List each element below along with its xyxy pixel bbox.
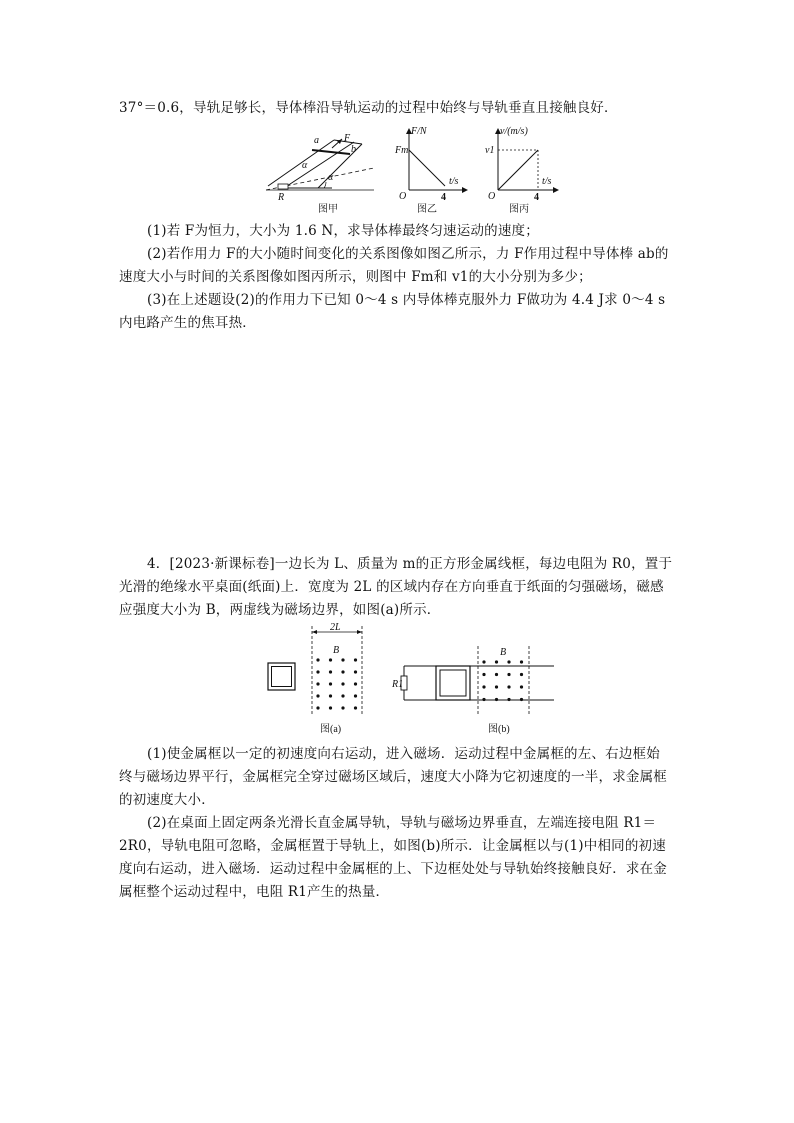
yi-tick-4: 4 <box>441 192 446 203</box>
label-alpha-1: α <box>328 172 334 183</box>
rail-upper-left <box>268 140 334 186</box>
field-dot <box>482 685 485 688</box>
angle-arc <box>324 182 326 188</box>
field-dot <box>354 670 357 673</box>
field-dot <box>316 694 319 697</box>
rail-left <box>284 142 354 188</box>
field-dot <box>329 706 332 709</box>
caption-yi: 图乙 <box>417 204 437 215</box>
field-dot <box>329 670 332 673</box>
bing-v1-label: v1 <box>485 145 495 156</box>
field-dot <box>520 685 523 688</box>
x-axis-arrow <box>462 187 468 193</box>
figure-bing <box>482 124 564 216</box>
yi-fm-label: Fm <box>395 145 409 156</box>
p4-stem-line2: 光滑的绝缘水平桌面(纸面)上．宽度为 2L 的区域内存在方向垂直于纸面的匀强磁场，磁感 <box>119 579 664 595</box>
caption-bing: 图丙 <box>509 204 529 215</box>
field-dot <box>341 658 344 661</box>
field-dot <box>482 698 485 701</box>
field-dot <box>354 706 357 709</box>
v-line <box>498 150 538 190</box>
field-dot <box>495 673 498 676</box>
metal-frame <box>436 666 470 700</box>
field-dot <box>495 660 498 663</box>
p3-question-3-line2: 内电路产生的焦耳热． <box>119 315 256 331</box>
field-dot <box>316 682 319 685</box>
field-dot <box>341 670 344 673</box>
p4-q2-line2: 2R0，导轨电阻可忽略，金属框置于导轨上，如图(b)所示．让金属框以与(1)中相同的初速 <box>119 838 666 854</box>
field-dot <box>495 685 498 688</box>
field-dot <box>507 660 510 663</box>
field-dots <box>316 658 357 709</box>
p4-stem-line3: 应强度大小为 B，两虚线为磁场边界，如图(a)所示． <box>119 602 441 618</box>
field-dot <box>316 706 319 709</box>
label-alpha-2: α <box>302 160 308 171</box>
field-dot <box>354 694 357 697</box>
metal-frame <box>268 663 295 690</box>
label-R: R <box>278 192 285 203</box>
field-dot <box>495 698 498 701</box>
field-dot <box>329 694 332 697</box>
p4-q1-line2: 终与磁场边界平行，金属框完全穿过磁场区域后，速度大小降为它初速度的一半，求金属框 <box>119 769 667 785</box>
field-dot <box>507 685 510 688</box>
yi-xlabel: t/s <box>449 176 459 187</box>
bing-origin: O <box>488 191 496 202</box>
p3-question-2-line2: 速度大小与时间的关系图像如图丙所示，则图中 Fm和 v1的大小分别为多少； <box>119 269 592 285</box>
field-dot <box>482 660 485 663</box>
p3-question-3-line1: (3)在上述题设(2)的作用力下已知 0～4 s 内导体棒克服外力 F做功为 4.4 J求 0～4 s <box>147 292 666 308</box>
x-axis-arrow <box>553 187 559 193</box>
figure-b <box>392 640 556 738</box>
field-dot <box>341 682 344 685</box>
caption-b: 图(b) <box>488 724 510 735</box>
field-dot <box>520 660 523 663</box>
bing-ylabel: v/(m/s) <box>500 126 528 137</box>
field-dot <box>507 673 510 676</box>
field-dot <box>354 682 357 685</box>
dimension-arrow-right <box>357 630 362 634</box>
p3-question-1: (1)若 F为恒力，大小为 1.6 N，求导体棒最终匀速运动的速度； <box>147 223 539 239</box>
p4-stem-line1: 4．[2023·新课标卷]一边长为 L、质量为 m的正方形金属线框，每边电阻为 R0，置于 <box>147 556 673 572</box>
field-dot <box>316 658 319 661</box>
figure-jia <box>262 128 382 214</box>
p4-q1-line1: (1)使金属框以一定的初速度向右运动，进入磁场．运动过程中金属框的左、右边框始 <box>147 746 660 762</box>
field-dot <box>507 698 510 701</box>
p3-intro-text: 37°＝0.6，导轨足够长，导体棒沿导轨运动的过程中始终与导轨垂直且接触良好． <box>119 100 618 116</box>
yi-origin: O <box>399 191 407 202</box>
field-dot <box>316 670 319 673</box>
p4-q2-line3: 度向右运动，进入磁场．运动过程中金属框的上、下边框处处与导轨始终接触良好．求在金 <box>119 861 667 877</box>
field-dot <box>520 698 523 701</box>
bing-xlabel: t/s <box>542 176 552 187</box>
caption-a: 图(a) <box>320 724 342 735</box>
field-dot <box>341 706 344 709</box>
a-width-label: 2L <box>330 622 341 633</box>
yi-ylabel: F/N <box>411 126 427 137</box>
field-dot <box>329 658 332 661</box>
a-field-label: B <box>333 645 340 656</box>
p4-q1-line3: 的初速度大小． <box>119 792 215 808</box>
field-dot <box>354 658 357 661</box>
p4-q2-line4: 属框整个运动过程中，电阻 R1产生的热量． <box>119 884 390 900</box>
b-field-label: B <box>500 647 507 658</box>
field-dots <box>482 660 523 701</box>
figure-a <box>262 622 372 738</box>
dimension-arrow-left <box>312 630 317 634</box>
label-a: a <box>314 135 319 146</box>
figure-yi <box>393 124 473 216</box>
field-dot <box>520 673 523 676</box>
bing-tick-4: 4 <box>534 192 539 203</box>
p3-question-2-line1: (2)若作用力 F的大小随时间变化的关系图像如图乙所示，力 F作用过程中导体棒 ab的 <box>147 246 669 262</box>
p4-q2-line1: (2)在桌面上固定两条光滑长直金属导轨，导轨与磁场边界垂直，左端连接电阻 R1＝ <box>147 815 657 831</box>
caption-jia: 图甲 <box>318 204 338 214</box>
field-dot <box>329 682 332 685</box>
f-line <box>409 150 445 186</box>
field-dot <box>341 694 344 697</box>
b-resistor-label: R1 <box>392 679 404 690</box>
field-dot <box>482 673 485 676</box>
resistor-R <box>278 184 288 189</box>
label-F: F <box>344 133 351 144</box>
label-b: b <box>351 144 356 155</box>
rod-ab <box>312 150 350 154</box>
